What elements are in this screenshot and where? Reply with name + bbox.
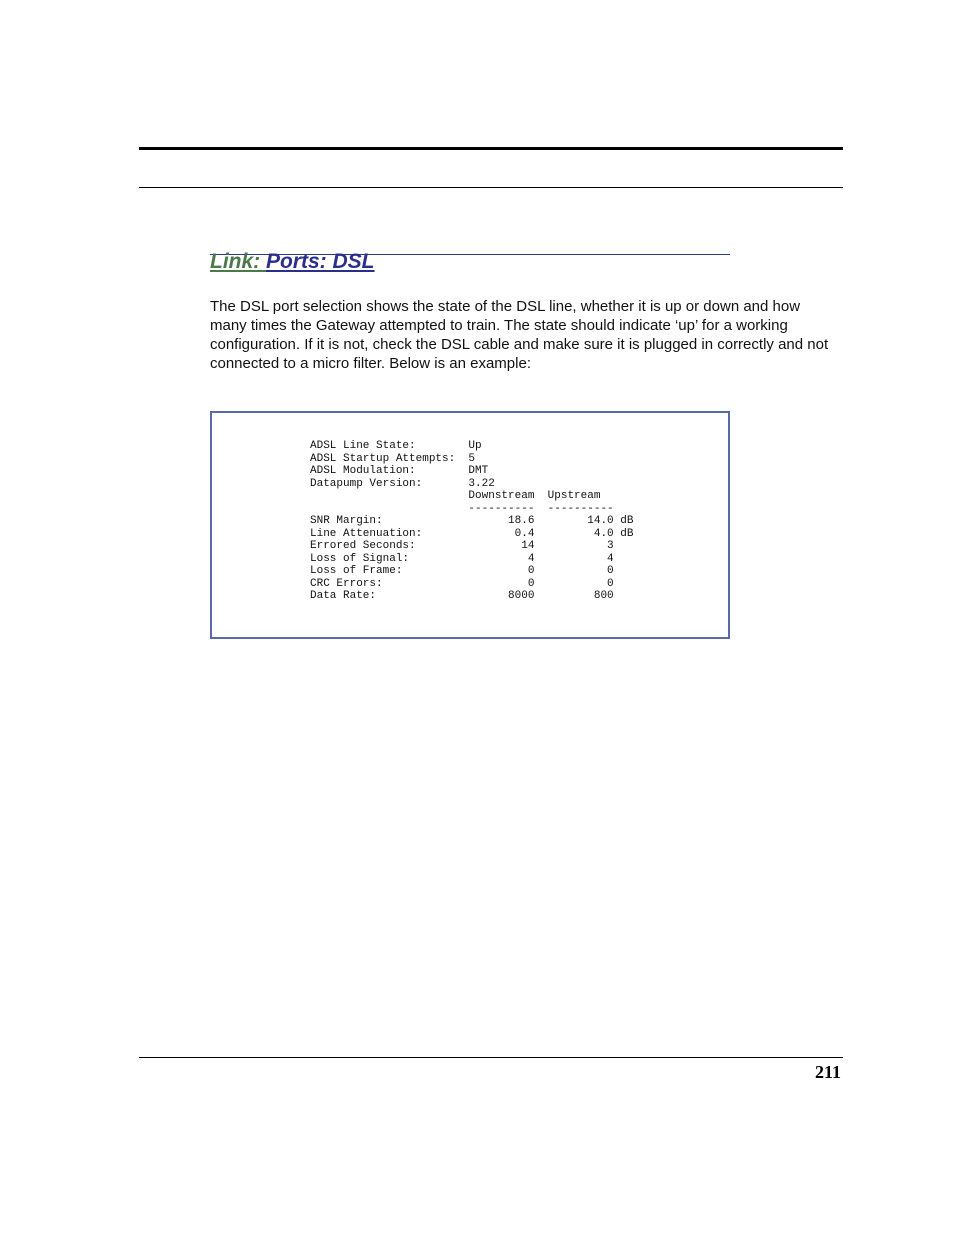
example-output-box xyxy=(210,411,730,639)
header-rule-thin xyxy=(139,187,843,188)
page-number: 211 xyxy=(814,1062,841,1082)
heading-link-part[interactable]: Link: xyxy=(210,250,266,273)
body-paragraph: The DSL port selection shows the state of the DSL line, whether it is up or down and how many times the Gateway attempted to train. The state should indicate ‘up’ for a working configuration. If it is not, check the DSL cable and make sure it is plugged in correctly and not connected to a micro filter. Below is an example: xyxy=(210,298,829,372)
footer-rule xyxy=(139,1057,843,1058)
header-rule-thick xyxy=(139,147,843,150)
dsl-status-output: ADSL Line State: Up ADSL Startup Attempts: 5 ADSL Modulation: DMT Datapump Version: 3.22 Downstream Upstream ---------- ---------- SNR Margin: 18.6 14.0 dB Line Attenuation: 0.4 4.0 dB Errored Seconds: 14 3 Loss of Signal: 4 4 Loss of Frame: 0 0 CRC Errors: 0 0 Data Rate: 8000 800 xyxy=(310,440,634,602)
section-heading xyxy=(210,250,375,274)
heading-ports-dsl-part[interactable]: Ports: DSL xyxy=(266,250,375,273)
